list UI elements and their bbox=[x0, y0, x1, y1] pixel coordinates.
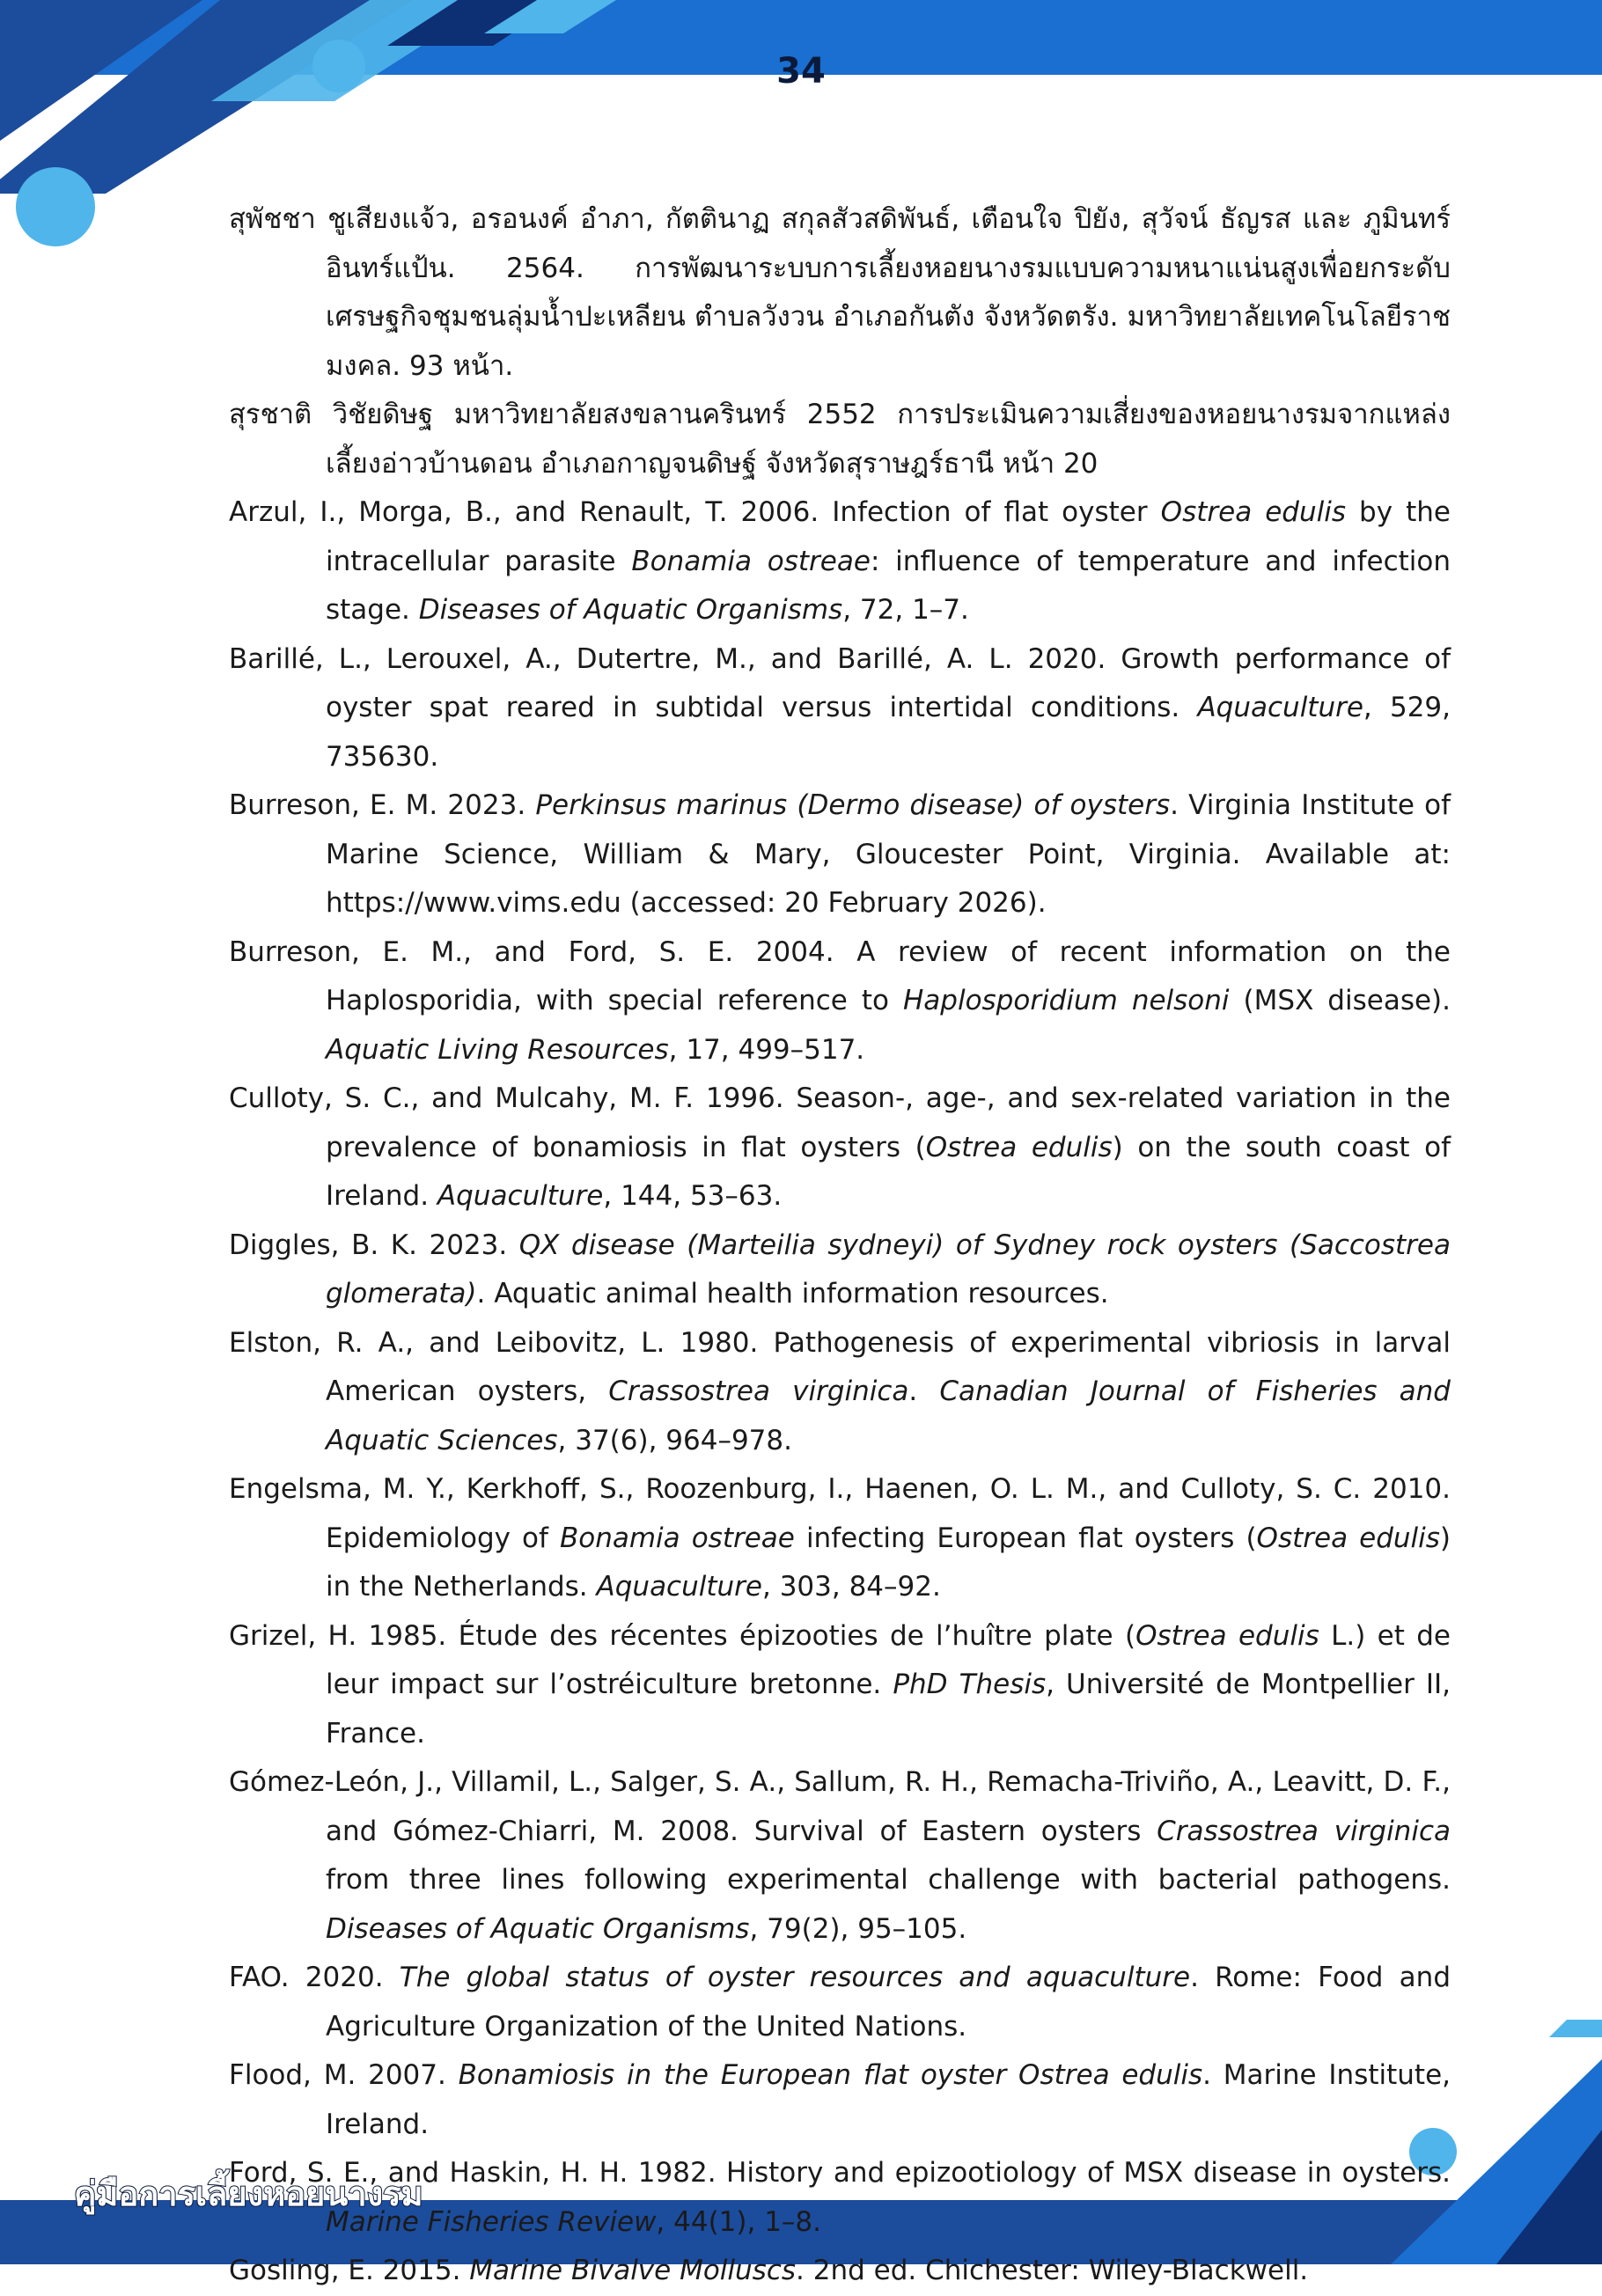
reference-italic-text: Marine Fisheries Review bbox=[326, 2205, 657, 2238]
reference-text: Diggles, B. K. 2023. bbox=[229, 1229, 519, 1261]
reference-text: , 144, 53–63. bbox=[603, 1180, 783, 1212]
reference-entry bbox=[229, 1954, 1451, 2051]
reference-entry bbox=[229, 928, 1451, 1075]
reference-italic-text: Perkinsus marinus (Dermo disease) of oysters bbox=[535, 789, 1171, 821]
reference-entry bbox=[229, 1758, 1451, 1954]
reference-italic-text: Bonamia ostreae bbox=[631, 545, 871, 577]
reference-italic-text: Diseases of Aquatic Organisms bbox=[326, 1912, 750, 1945]
reference-text: ) on the south coast of Ireland. bbox=[326, 1131, 1451, 1212]
reference-text: : influence of temperature and infection stage. bbox=[326, 545, 1451, 626]
reference-italic-text: Ostrea edulis bbox=[925, 1131, 1113, 1163]
reference-italic-text: Canadian Journal of Fisheries and Aquatic Sciences bbox=[326, 1375, 1451, 1456]
reference-italic-text: Ostrea edulis bbox=[1135, 1619, 1319, 1652]
reference-italic-text: Aquaculture bbox=[1197, 692, 1363, 723]
reference-italic-text: Crassostrea virginica bbox=[608, 1375, 909, 1407]
reference-text: . Rome: Food and Agriculture Organization of the United Nations. bbox=[326, 1962, 1451, 2043]
reference-text: Grizel, H. 1985. Étude des récentes épizooties de l’huître plate ( bbox=[229, 1619, 1136, 1652]
reference-text: by the intracellular parasite bbox=[326, 496, 1451, 577]
reference-text: FAO. 2020. bbox=[229, 1962, 400, 1993]
reference-text: Ford, S. E., and Haskin, H. H. 1982. History and epizootiology of MSX disease in oysters. bbox=[229, 2157, 1451, 2189]
reference-italic-text: PhD Thesis bbox=[893, 1669, 1047, 1700]
reference-entry bbox=[229, 1319, 1451, 1466]
reference-entry bbox=[229, 1612, 1451, 1759]
reference-italic-text: Bonamia ostreae bbox=[559, 1522, 795, 1554]
reference-italic-text: Aquatic Living Resources bbox=[326, 1033, 669, 1066]
reference-entry bbox=[229, 195, 1451, 391]
reference-text: . Marine Institute, Ireland. bbox=[326, 2059, 1451, 2140]
reference-text: Barillé, L., Lerouxel, A., Dutertre, M., and Barillé, A. L. 2020. Growth performance of oyster spat reared in subtidal versus intertidal conditions. bbox=[229, 642, 1451, 723]
reference-italic-text: QX disease (Marteilia sydneyi) of Sydney rock oysters (Saccostrea glomerata) bbox=[326, 1229, 1451, 1309]
reference-text: infecting European flat oysters ( bbox=[794, 1522, 1257, 1554]
reference-text: (MSX disease). bbox=[1229, 985, 1451, 1016]
reference-text: , 79(2), 95–105. bbox=[749, 1912, 967, 1945]
reference-text: . Aquatic animal health information resources. bbox=[476, 1278, 1109, 1309]
reference-entry bbox=[229, 2051, 1451, 2149]
reference-italic-text: Ostrea edulis bbox=[1256, 1522, 1440, 1554]
footer-title: คู่มือการเลี้ยงหอยนางรม bbox=[74, 2175, 423, 2213]
reference-italic-text: Aquaculture bbox=[437, 1180, 604, 1212]
reference-text: , 72, 1–7. bbox=[842, 594, 969, 626]
reference-text: . Virginia Institute of Marine Science, William & Mary, Gloucester Point, Virginia. Available at: https://www.vims.edu (accessed: 20 February 2026). bbox=[326, 789, 1451, 919]
reference-text: , 37(6), 964–978. bbox=[557, 1424, 792, 1456]
reference-text: . 2nd ed. Chichester: Wiley-Blackwell. bbox=[796, 2255, 1309, 2286]
reference-entry bbox=[229, 391, 1451, 488]
reference-text: . bbox=[908, 1375, 940, 1407]
reference-text: Gómez-León, J., Villamil, L., Salger, S. A., Sallum, R. H., Remacha-Triviño, A., Leavitt, D. F., and Gómez-Chiarri, M. 2008. Survival of Eastern oysters bbox=[229, 1766, 1451, 1847]
reference-text: , Université de Montpellier II, France. bbox=[326, 1669, 1451, 1750]
reference-text: , 529, 735630. bbox=[326, 692, 1451, 773]
reference-entry bbox=[229, 2247, 1451, 2296]
reference-text: Burreson, E. M., and Ford, S. E. 2004. A review of recent information on the Haplosporidia, with special reference to bbox=[229, 935, 1451, 1016]
reference-italic-text: Ostrea edulis bbox=[1160, 496, 1347, 528]
reference-text: from three lines following experimental challenge with bacterial pathogens. bbox=[326, 1864, 1451, 1896]
reference-text: Elston, R. A., and Leibovitz, L. 1980. Pathogenesis of experimental vibriosis in larval American oysters, bbox=[229, 1326, 1451, 1407]
reference-entry bbox=[229, 1221, 1451, 1319]
reference-text: Engelsma, M. Y., Kerkhoff, S., Roozenburg, I., Haenen, O. L. M., and Culloty, S. C. 2010. Epidemiology of bbox=[229, 1473, 1451, 1554]
reference-text: Arzul, I., Morga, B., and Renault, T. 2006. Infection of flat oyster bbox=[229, 496, 1161, 528]
reference-text: Gosling, E. 2015. bbox=[229, 2255, 470, 2286]
reference-text: สุรชาติ วิชัยดิษฐ มหาวิทยาลัยสงขลานครินทร์ 2552 การประเมินความเสี่ยงของหอยนางรมจากแหล่งเลี้ยงอ่าวบ้านดอน อำเภอกาญจนดิษฐ์ จังหวัดสุราษฎร์ธานี หน้า 20 bbox=[229, 399, 1451, 480]
reference-text: , 44(1), 1–8. bbox=[656, 2205, 821, 2238]
reference-italic-text: Crassostrea virginica bbox=[1157, 1815, 1451, 1847]
reference-italic-text: Haplosporidium nelsoni bbox=[902, 985, 1230, 1016]
reference-entry bbox=[229, 1465, 1451, 1612]
reference-text: Burreson, E. M. 2023. bbox=[229, 789, 536, 821]
reference-text: ) in the Netherlands. bbox=[326, 1522, 1451, 1603]
reference-italic-text: Marine Bivalve Molluscs bbox=[469, 2255, 797, 2286]
reference-text: L.) et de leur impact sur l’ostréiculture bretonne. bbox=[326, 1619, 1451, 1700]
reference-text: สุพัชชา ชูเสียงแจ้ว, อรอนงค์ อำภา, กัตตินาฏ สกุลสัวสดิพันธ์, เตือนใจ ปิยัง, สุวัจน์ ธัญรส และ ภูมินทร์ อินทร์แป้น. 2564. การพัฒนาระบบการเลี้ยงหอยนางรมแบบความหนาแน่นสูงเพื่อยกระดับเศรษฐกิจชุมชนลุ่มน้ำปะเหลียน ตำบลวังวน อำเภอกันตัง จังหวัดตรัง. มหาวิทยาลัยเทคโนโลยีราชมงคล. 93 หน้า. bbox=[229, 203, 1451, 382]
reference-entry bbox=[229, 1075, 1451, 1221]
reference-entry bbox=[229, 781, 1451, 928]
reference-italic-text: Diseases of Aquatic Organisms bbox=[418, 594, 843, 626]
page-number: 34 bbox=[776, 51, 826, 92]
reference-italic-text: Aquaculture bbox=[596, 1571, 762, 1603]
reference-entry bbox=[229, 488, 1451, 635]
reference-entry bbox=[229, 635, 1451, 782]
reference-text: Culloty, S. C., and Mulcahy, M. F. 1996. Season-, age-, and sex-related variation in the prevalence of bonamiosis in flat oysters ( bbox=[229, 1082, 1451, 1163]
reference-italic-text: The global status of oyster resources and aquaculture bbox=[399, 1962, 1191, 1993]
reference-text: Flood, M. 2007. bbox=[229, 2059, 459, 2091]
reference-list bbox=[229, 195, 1451, 2296]
reference-italic-text: Bonamiosis in the European flat oyster Ostrea edulis bbox=[458, 2059, 1203, 2091]
reference-text: , 303, 84–92. bbox=[761, 1571, 941, 1603]
reference-text: , 17, 499–517. bbox=[668, 1033, 865, 1066]
